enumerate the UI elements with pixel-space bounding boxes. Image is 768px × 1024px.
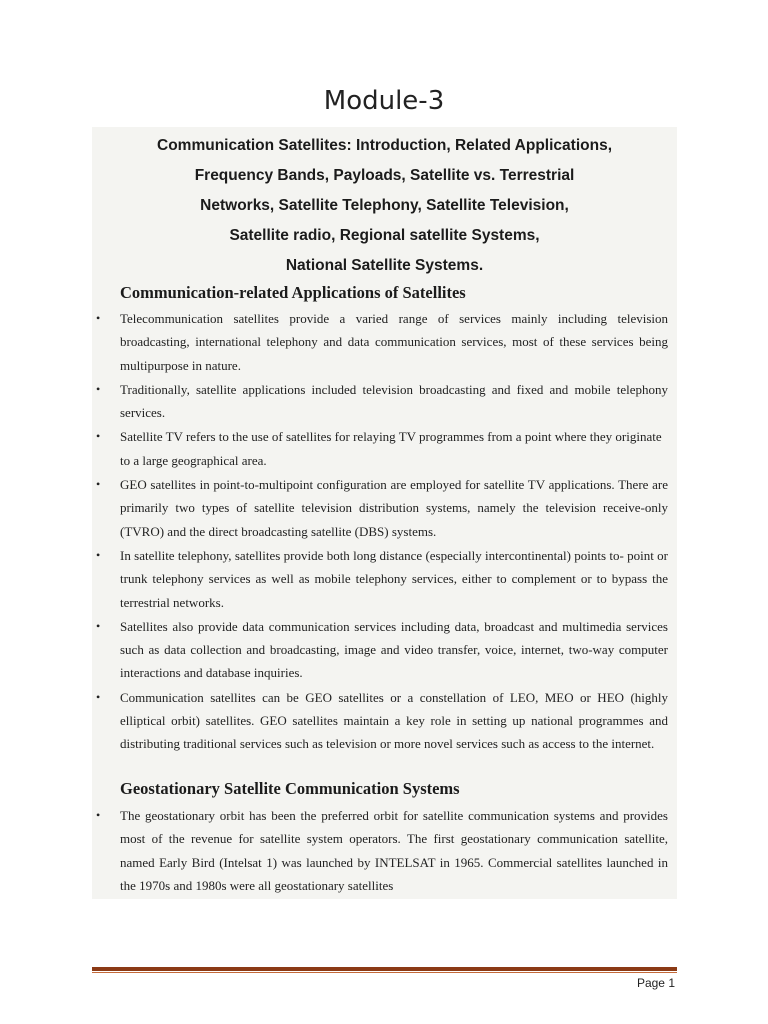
list-item-text: GEO satellites in point-to-multipoint configuration are employed for satellite TV applications. There are primarily two types of satellite television distribution systems, namely the television receive-only (TVRO) and the direct broadcasting satellite (DBS) systems. <box>120 477 668 539</box>
list-item-text: Traditionally, satellite applications included television broadcasting and fixed and mobile telephony services. <box>120 381 668 421</box>
list-item <box>92 544 677 614</box>
bullet-icon: • <box>96 547 101 562</box>
heading-line: National Satellite Systems. <box>285 257 484 274</box>
bullet-icon: • <box>96 689 101 704</box>
bullet-icon: • <box>96 618 101 633</box>
list-item <box>92 473 677 543</box>
list-item-text: Satellite TV refers to the use of satellites for relaying TV programmes from a point where they originate to a large geographical area. <box>120 429 662 468</box>
chapter-heading <box>92 127 677 281</box>
heading-line: Communication Satellites: Introduction, Related Applications, <box>157 137 612 154</box>
list-item-text: In satellite telephony, satellites provide both long distance (especially intercontinental) points to- point or trunk telephony services as well as mobile telephony services, either to complement or to bypass the terrestrial networks. <box>120 547 668 610</box>
list-item-text: The geostationary orbit has been the preferred orbit for satellite communication systems and provides most of the revenue for satellite system operators. The first geostationary communication satellite, named Early Bird (Intelsat 1) was launched by INTELSAT in 1965. Commercial satellites launched in the 1970s and 1980s were all geostationary satellites <box>120 808 668 893</box>
list-item-text: Satellites also provide data communication services including data, broadcast and multimedia services such as data collection and broadcasting, image and video transfer, voice, internet, two-way computer interactions and database inquiries. <box>120 618 668 681</box>
section-title-applications: Communication-related Applications of Satellites <box>120 283 466 302</box>
page-title: Module-3 <box>323 86 445 116</box>
heading-line: Satellite radio, Regional satellite Systems, <box>229 227 540 244</box>
page-number: Page 1 <box>636 976 675 990</box>
heading-line: Networks, Satellite Telephony, Satellite Television, <box>200 197 569 214</box>
list-item-text: Telecommunication satellites provide a varied range of services mainly including television broadcasting, international telephony and data communication services, most of these services being multipurpose in nature. <box>120 311 668 373</box>
bullet-icon: • <box>96 808 101 822</box>
list-item <box>92 615 677 685</box>
list-item <box>92 425 677 472</box>
list-item <box>92 686 677 756</box>
list-item <box>92 378 677 425</box>
geostationary-bullet-list <box>92 804 677 897</box>
list-item-text: Communication satellites can be GEO satellites or a constellation of LEO, MEO or HEO (highly elliptical orbit) satellites. GEO satellites maintain a key role in setting up national programmes and distributing traditional services such as television or more novel services such as access to the internet. <box>120 689 668 752</box>
section-title-geostationary: Geostationary Satellite Communication Systems <box>120 779 460 798</box>
heading-line: Frequency Bands, Payloads, Satellite vs. Terrestrial <box>194 167 575 184</box>
footer-divider-thin <box>92 972 677 973</box>
list-item <box>92 307 677 377</box>
bullet-icon: • <box>96 429 101 444</box>
list-item <box>92 804 677 897</box>
bullet-icon: • <box>96 311 101 325</box>
bullet-icon: • <box>96 381 101 396</box>
bullet-icon: • <box>96 477 101 492</box>
footer-divider <box>92 967 677 971</box>
scanned-content <box>92 127 677 899</box>
applications-bullet-list <box>92 307 677 756</box>
